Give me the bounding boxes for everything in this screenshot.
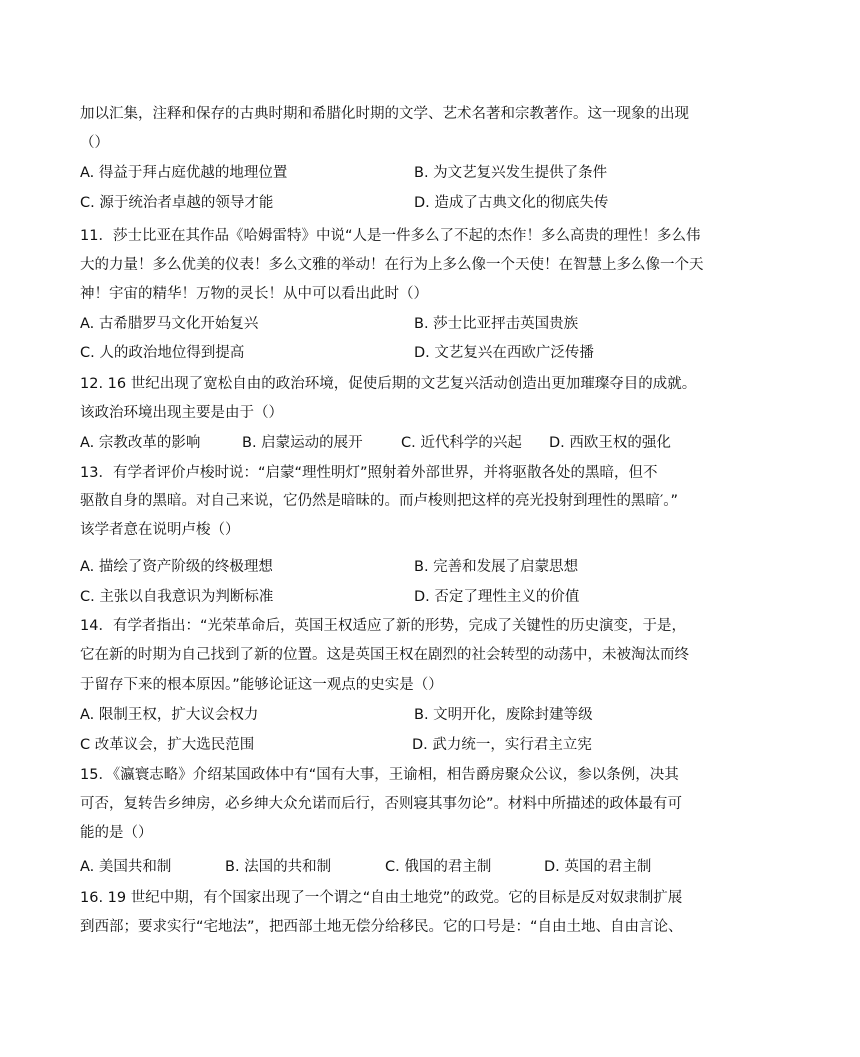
q13-option-a: A. 描绘了资产阶级的终极理想	[80, 559, 273, 575]
q12-line-2: 该政治环境出现主要是由于（）	[80, 405, 283, 421]
q16-line-2: 到西部；要求实行“宅地法”，把西部土地无偿分给移民。它的口号是：“自由土地、自由言论、	[80, 919, 683, 935]
q14-option-a: A. 限制王权，扩大议会权力	[80, 707, 259, 723]
q15-option-d: D. 英国的君主制	[544, 859, 652, 875]
q10-line-2: （）	[80, 135, 109, 151]
q12-line-1: 12. 16 世纪出现了宽松自由的政治环境，促使后期的文艺复兴活动创造出更加璀璨夺目的成就。	[80, 376, 697, 392]
q10-option-c: C. 源于统治者卓越的领导才能	[80, 195, 274, 211]
q15-line-3: 能的是（）	[80, 825, 153, 841]
q10-option-a: A. 得益于拜占庭优越的地理位置	[80, 165, 288, 181]
q13-line-3: 该学者意在说明卢梭（）	[80, 522, 240, 538]
q12-option-a: A. 宗教改革的影响	[80, 435, 201, 451]
q15-line-2: 可否，复转告乡绅房，必乡绅大众允诺而后行，否则寝其事勿论”。材料中所描述的政体最有可	[80, 796, 683, 812]
q13-option-c: C. 主张以自我意识为判断标准	[80, 589, 274, 605]
q14-option-c: C 改革议会，扩大选民范围	[80, 737, 255, 753]
q11-option-b: B. 莎士比亚抨击英国贵族	[414, 316, 579, 332]
q15-line-1: 15．《瀛寰志略》介绍某国政体中有“国有大事，王谕相，相告爵房聚众公议，参以条例，决其	[80, 767, 679, 783]
q15-option-c: C. 俄国的君主制	[385, 859, 492, 875]
q14-line-3: 于留存下来的根本原因。”能够论证这一观点的史实是（）	[80, 677, 443, 693]
q14-line-1: 14．有学者指出：“光荣革命后，英国王权适应了新的形势，完成了关键性的历史演变，于是，	[80, 618, 686, 634]
q14-line-2: 它在新的时期为自己找到了新的位置。这是英国王权在剧烈的社会转型的动荡中，未被淘汰而终	[80, 647, 689, 663]
q10-option-b: B. 为文艺复兴发生提供了条件	[414, 165, 608, 181]
q11-option-a: A. 古希腊罗马文化开始复兴	[80, 316, 259, 332]
q11-line-2: 大的力量！多么优美的仪表！多么文雅的举动！在行为上多么像一个天使！在智慧上多么像一个天	[80, 257, 704, 273]
q15-option-b: B. 法国的共和制	[225, 859, 332, 875]
q11-line-1: 11．莎士比亚在其作品《哈姆雷特》中说“人是一件多么了不起的杰作！多么高贵的理性！多么伟	[80, 228, 701, 244]
q13-line-1: 13．有学者评价卢梭时说：“启蒙“理性明灯”照射着外部世界，并将驱散各处的黑暗，但不	[80, 465, 658, 481]
q11-line-3: 神！宇宙的精华！万物的灵长！从中可以看出此时（）	[80, 286, 428, 302]
q14-option-d: D. 武力统一，实行君主立宪	[412, 737, 592, 753]
q13-option-d: D. 否定了理性主义的价值	[414, 589, 580, 605]
q10-option-d: D. 造成了古典文化的彻底失传	[414, 195, 609, 211]
q14-option-b: B. 文明开化，废除封建等级	[414, 707, 593, 723]
q10-line-1: 加以汇集，注释和保存的古典时期和希腊化时期的文学、艺术名著和宗教著作。这一现象的出现	[80, 106, 689, 122]
q16-line-1: 16. 19 世纪中期，有个国家出现了一个谓之“自由土地党”的政党。它的目标是反对奴隶制扩展	[80, 890, 683, 906]
q12-option-c: C. 近代科学的兴起	[401, 435, 522, 451]
q12-option-b: B. 启蒙运动的展开	[242, 435, 363, 451]
q13-line-2: 驱散自身的黑暗。对自己来说，它仍然是暗昧的。而卢梭则把这样的亮光投射到理性的黑暗′。”	[80, 493, 679, 509]
q12-option-d: D. 西欧王权的强化	[549, 435, 671, 451]
q11-option-c: C. 人的政治地位得到提高	[80, 345, 245, 361]
q13-option-b: B. 完善和发展了启蒙思想	[414, 559, 579, 575]
q11-option-d: D. 文艺复兴在西欧广泛传播	[414, 345, 594, 361]
q15-option-a: A. 美国共和制	[80, 859, 172, 875]
